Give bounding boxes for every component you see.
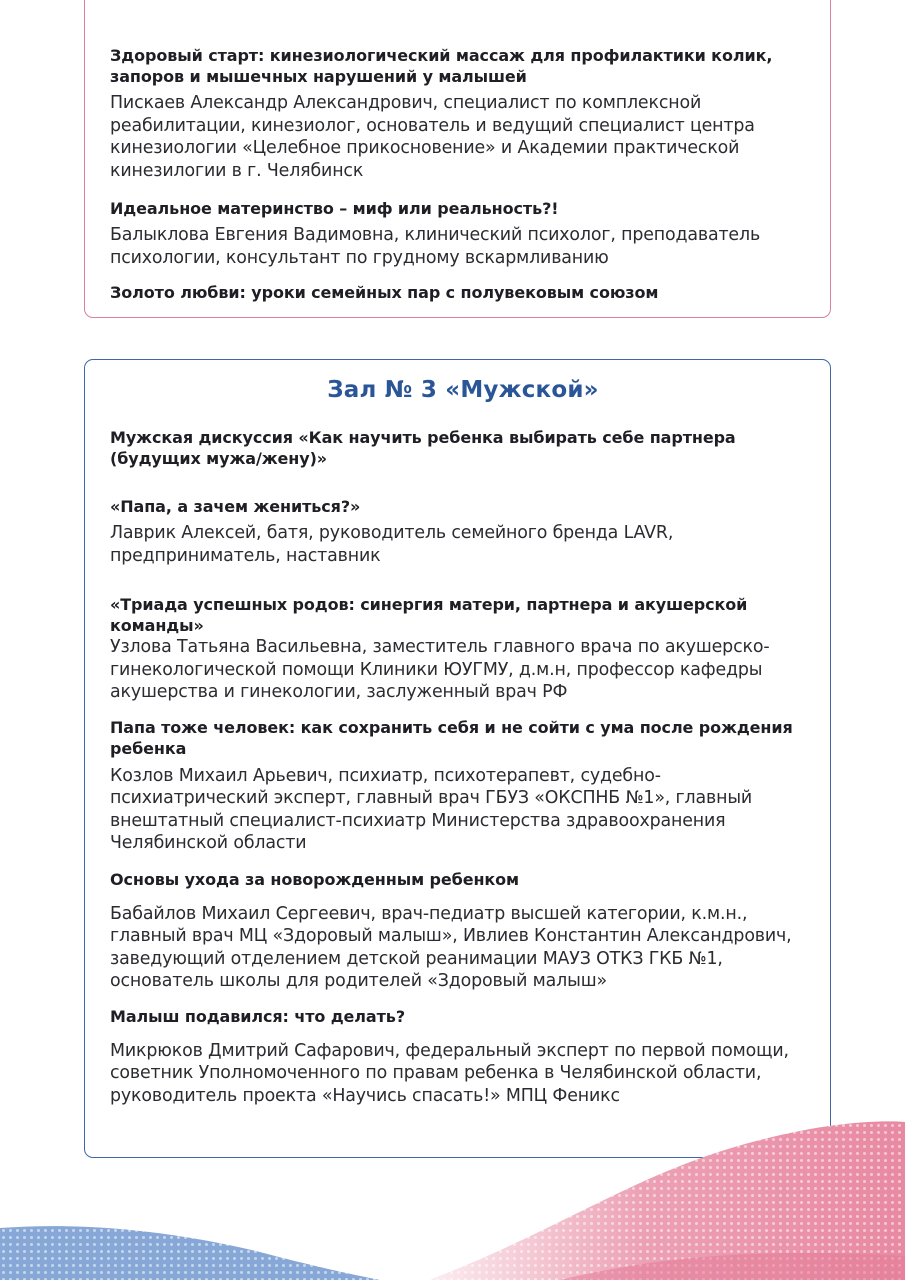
decorative-waves: [0, 1080, 905, 1280]
talk-speaker: Пискаев Александр Александрович, специалист по комплексной реабилитации, кинезиолог, основатель и ведущий специалист центра кинезиологии «Целебное прикосновение» и Академии практической кинезилогии в г. Челябинск: [110, 93, 755, 181]
talk-speaker: Микрюков Дмитрий Сафарович, федеральный эксперт по первой помощи, советник Уполномоченного по правам ребенка в Челябинской области, руководитель проекта «Научись спасать!» МПЦ Феникс: [110, 1040, 789, 1106]
talk-title: Мужская дискуссия «Как научить ребенка выбирать себе партнера (будущих мужа/жену)»: [110, 428, 736, 468]
talk-title: Здоровый старт: кинезиологический массаж для профилактики колик, запоров и мышечных нарушений у малышей: [110, 46, 773, 86]
talk-item: [110, 198, 805, 269]
talk-item: [110, 427, 816, 469]
talk-title: Малыш подавился: что делать?: [110, 1006, 405, 1026]
talk-speaker: Узлова Татьяна Васильевна, заместитель главного врача по акушерско-гинекологической помощи Клиники ЮУГМУ, д.м.н, профессор кафедры акушерства и гинекологии, заслуженный врач РФ: [110, 637, 770, 702]
talk-title: Идеальное материнство – миф или реальность?!: [110, 199, 559, 218]
talk-title: «Папа, а зачем жениться?»: [110, 497, 361, 516]
talk-speaker: Бабайлов Михаил Сергеевич, врач-педиатр высшей категории, к.м.н., главный врач МЦ «Здоровый малыш», Ивлиев Константин Александрович, заведующий отделением детской реанимации МАУЗ ОТКЗ ГКБ №1, основатель школы для родителей «Здоровый малыш»: [110, 903, 792, 991]
talk-item: [110, 594, 816, 704]
blue-wave: [0, 1226, 380, 1280]
talk-item: [110, 869, 816, 993]
talk-speaker: Балыклова Евгения Вадимовна, клинический психолог, преподаватель психологии, консультант по грудному вскармливанию: [110, 225, 761, 268]
talk-item: [110, 496, 816, 567]
talk-title: Папа тоже человек: как сохранить себя и не сойти с ума после рождения ребенка: [110, 717, 793, 758]
talk-item: [110, 717, 816, 855]
talk-title: «Триада успешных родов: синергия матери, партнера и акушерской команды»: [110, 595, 748, 635]
hall-card-pink: [84, 0, 831, 318]
hall-title: Зал № 3 «Мужской»: [327, 377, 599, 403]
talk-item: [110, 45, 805, 182]
talk-item: [110, 282, 805, 303]
hall-card-men: [84, 359, 831, 1158]
talk-title: Основы ухода за новорожденным ребенком: [110, 869, 520, 889]
talk-speaker: Козлов Михаил Арьевич, психиатр, психотерапевт, судебно-психиатрический эксперт, главный врач ГБУЗ «ОКСПНБ №1», главный внештатный специалист-психиатр Министерства здравоохранения Челябинской области: [110, 765, 753, 853]
talk-title: Золото любви: уроки семейных пар с полувековым союзом: [110, 283, 659, 302]
talk-speaker: Лаврик Алексей, батя, руководитель семейного бренда LAVR, предприниматель, наставник: [110, 523, 674, 566]
